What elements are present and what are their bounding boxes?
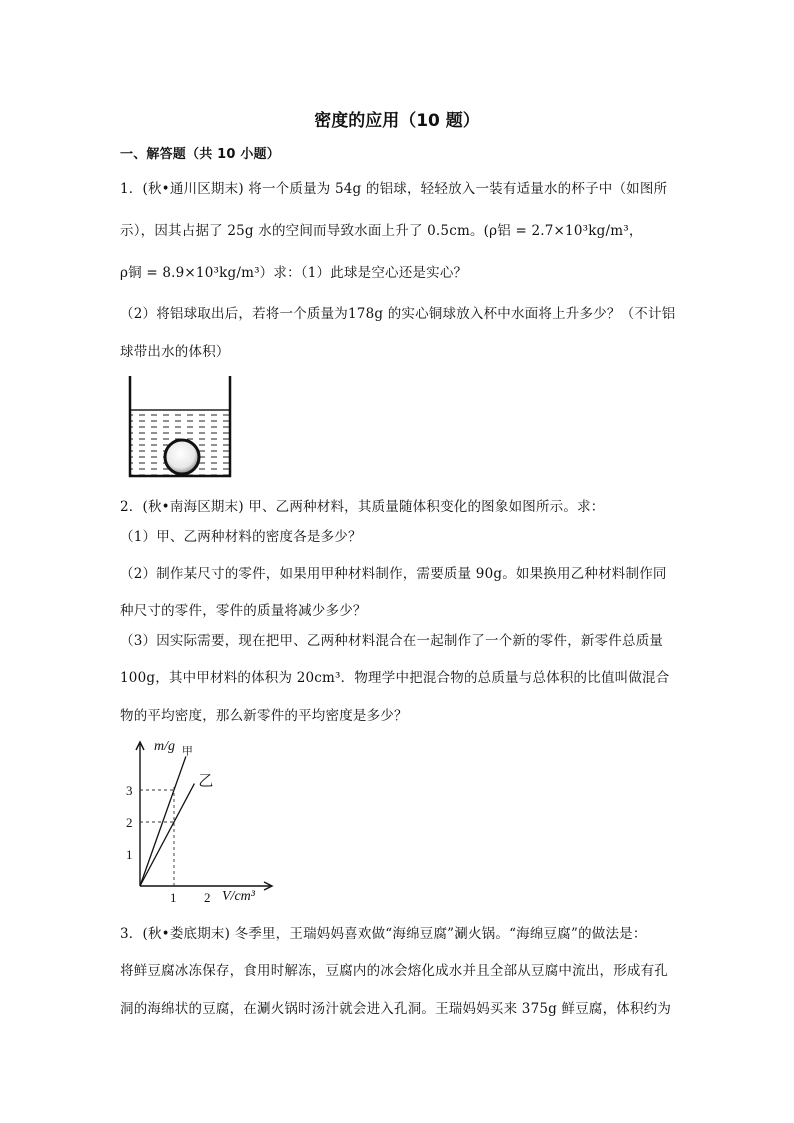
q1-line-3: ρ铜 = 8.9×10³kg/m³）求：（1）此球是空心还是实心？ xyxy=(120,265,468,281)
q1-part2-line-2: 球带出水的体积） xyxy=(120,344,230,360)
ball xyxy=(165,440,199,474)
y-tick-label: 1 xyxy=(126,847,133,862)
section-heading: 一、解答题（共 10 小题） xyxy=(120,147,280,162)
q2-line-1: 2．(秋•南海区期末) 甲、乙两种材料，其质量随体积变化的图象如图所示。求： xyxy=(120,499,605,515)
q3-line-3: 洞的海绵状的豆腐，在涮火锅时汤汁就会进入孔洞。王瑞妈妈买来 375g 鲜豆腐，体积约为 xyxy=(120,1001,672,1017)
q2-part2-line-2: 种尺寸的零件，零件的质量将减少多少？ xyxy=(120,603,367,619)
series-line-jia xyxy=(140,756,186,886)
q3-line-1: 3．(秋•娄底期末) 冬季里，王瑞妈妈喜欢做“海绵豆腐”涮火锅。“海绵豆腐”的做法是： xyxy=(120,926,647,942)
q1-part2-line-1: （2）将铝球取出后，若将一个质量为178g 的实心铜球放入杯中水面将上升多少？（不计铝 xyxy=(120,306,676,322)
q2-part2-line-1: （2）制作某尺寸的零件，如果用甲种材料制作，需要质量 90g。如果换用乙种材料制作同 xyxy=(120,566,667,582)
x-axis-label: V/cm³ xyxy=(222,889,255,904)
q2-part3-line-2: 100g，其中甲材料的体积为 20cm³．物理学中把混合物的总质量与总体积的比值叫做混合 xyxy=(120,670,670,686)
x-tick-label: 1 xyxy=(170,890,177,905)
y-axis-label: m/g xyxy=(154,739,175,754)
q2-part1: （1）甲、乙两种材料的密度各是多少？ xyxy=(120,529,362,545)
q2-part3-line-1: （3）因实际需要，现在把甲、乙两种材料混合在一起制作了一个新的零件，新零件总质量 xyxy=(120,633,664,649)
q2-part3-line-3: 物的平均密度，那么新零件的平均密度是多少？ xyxy=(120,708,408,724)
mass-volume-graph xyxy=(118,738,288,908)
series-line-yi xyxy=(140,784,194,886)
q3-line-2: 将鲜豆腐冰冻保存，食用时解冻，豆腐内的冰会熔化成水并且全部从豆腐中流出，形成有孔 xyxy=(120,963,668,979)
y-tick-label: 3 xyxy=(126,783,133,798)
x-tick-label: 2 xyxy=(204,890,211,905)
series-label-jia: 甲 xyxy=(181,744,193,758)
q1-line-1: 1．(秋•通川区期末) 将一个质量为 54g 的铝球，轻轻放入一装有适量水的杯子中（如图所 xyxy=(120,181,668,197)
q1-line-2: 示），因其占据了 25g 水的空间而导致水面上升了 0.5cm。(ρ铝 = 2.7×10³kg/m³， xyxy=(120,223,643,239)
y-tick-label: 2 xyxy=(126,815,133,830)
cup-figure xyxy=(126,376,236,480)
series-label-yi: 乙 xyxy=(198,771,214,790)
page-title: 密度的应用（10 题） xyxy=(314,111,480,131)
